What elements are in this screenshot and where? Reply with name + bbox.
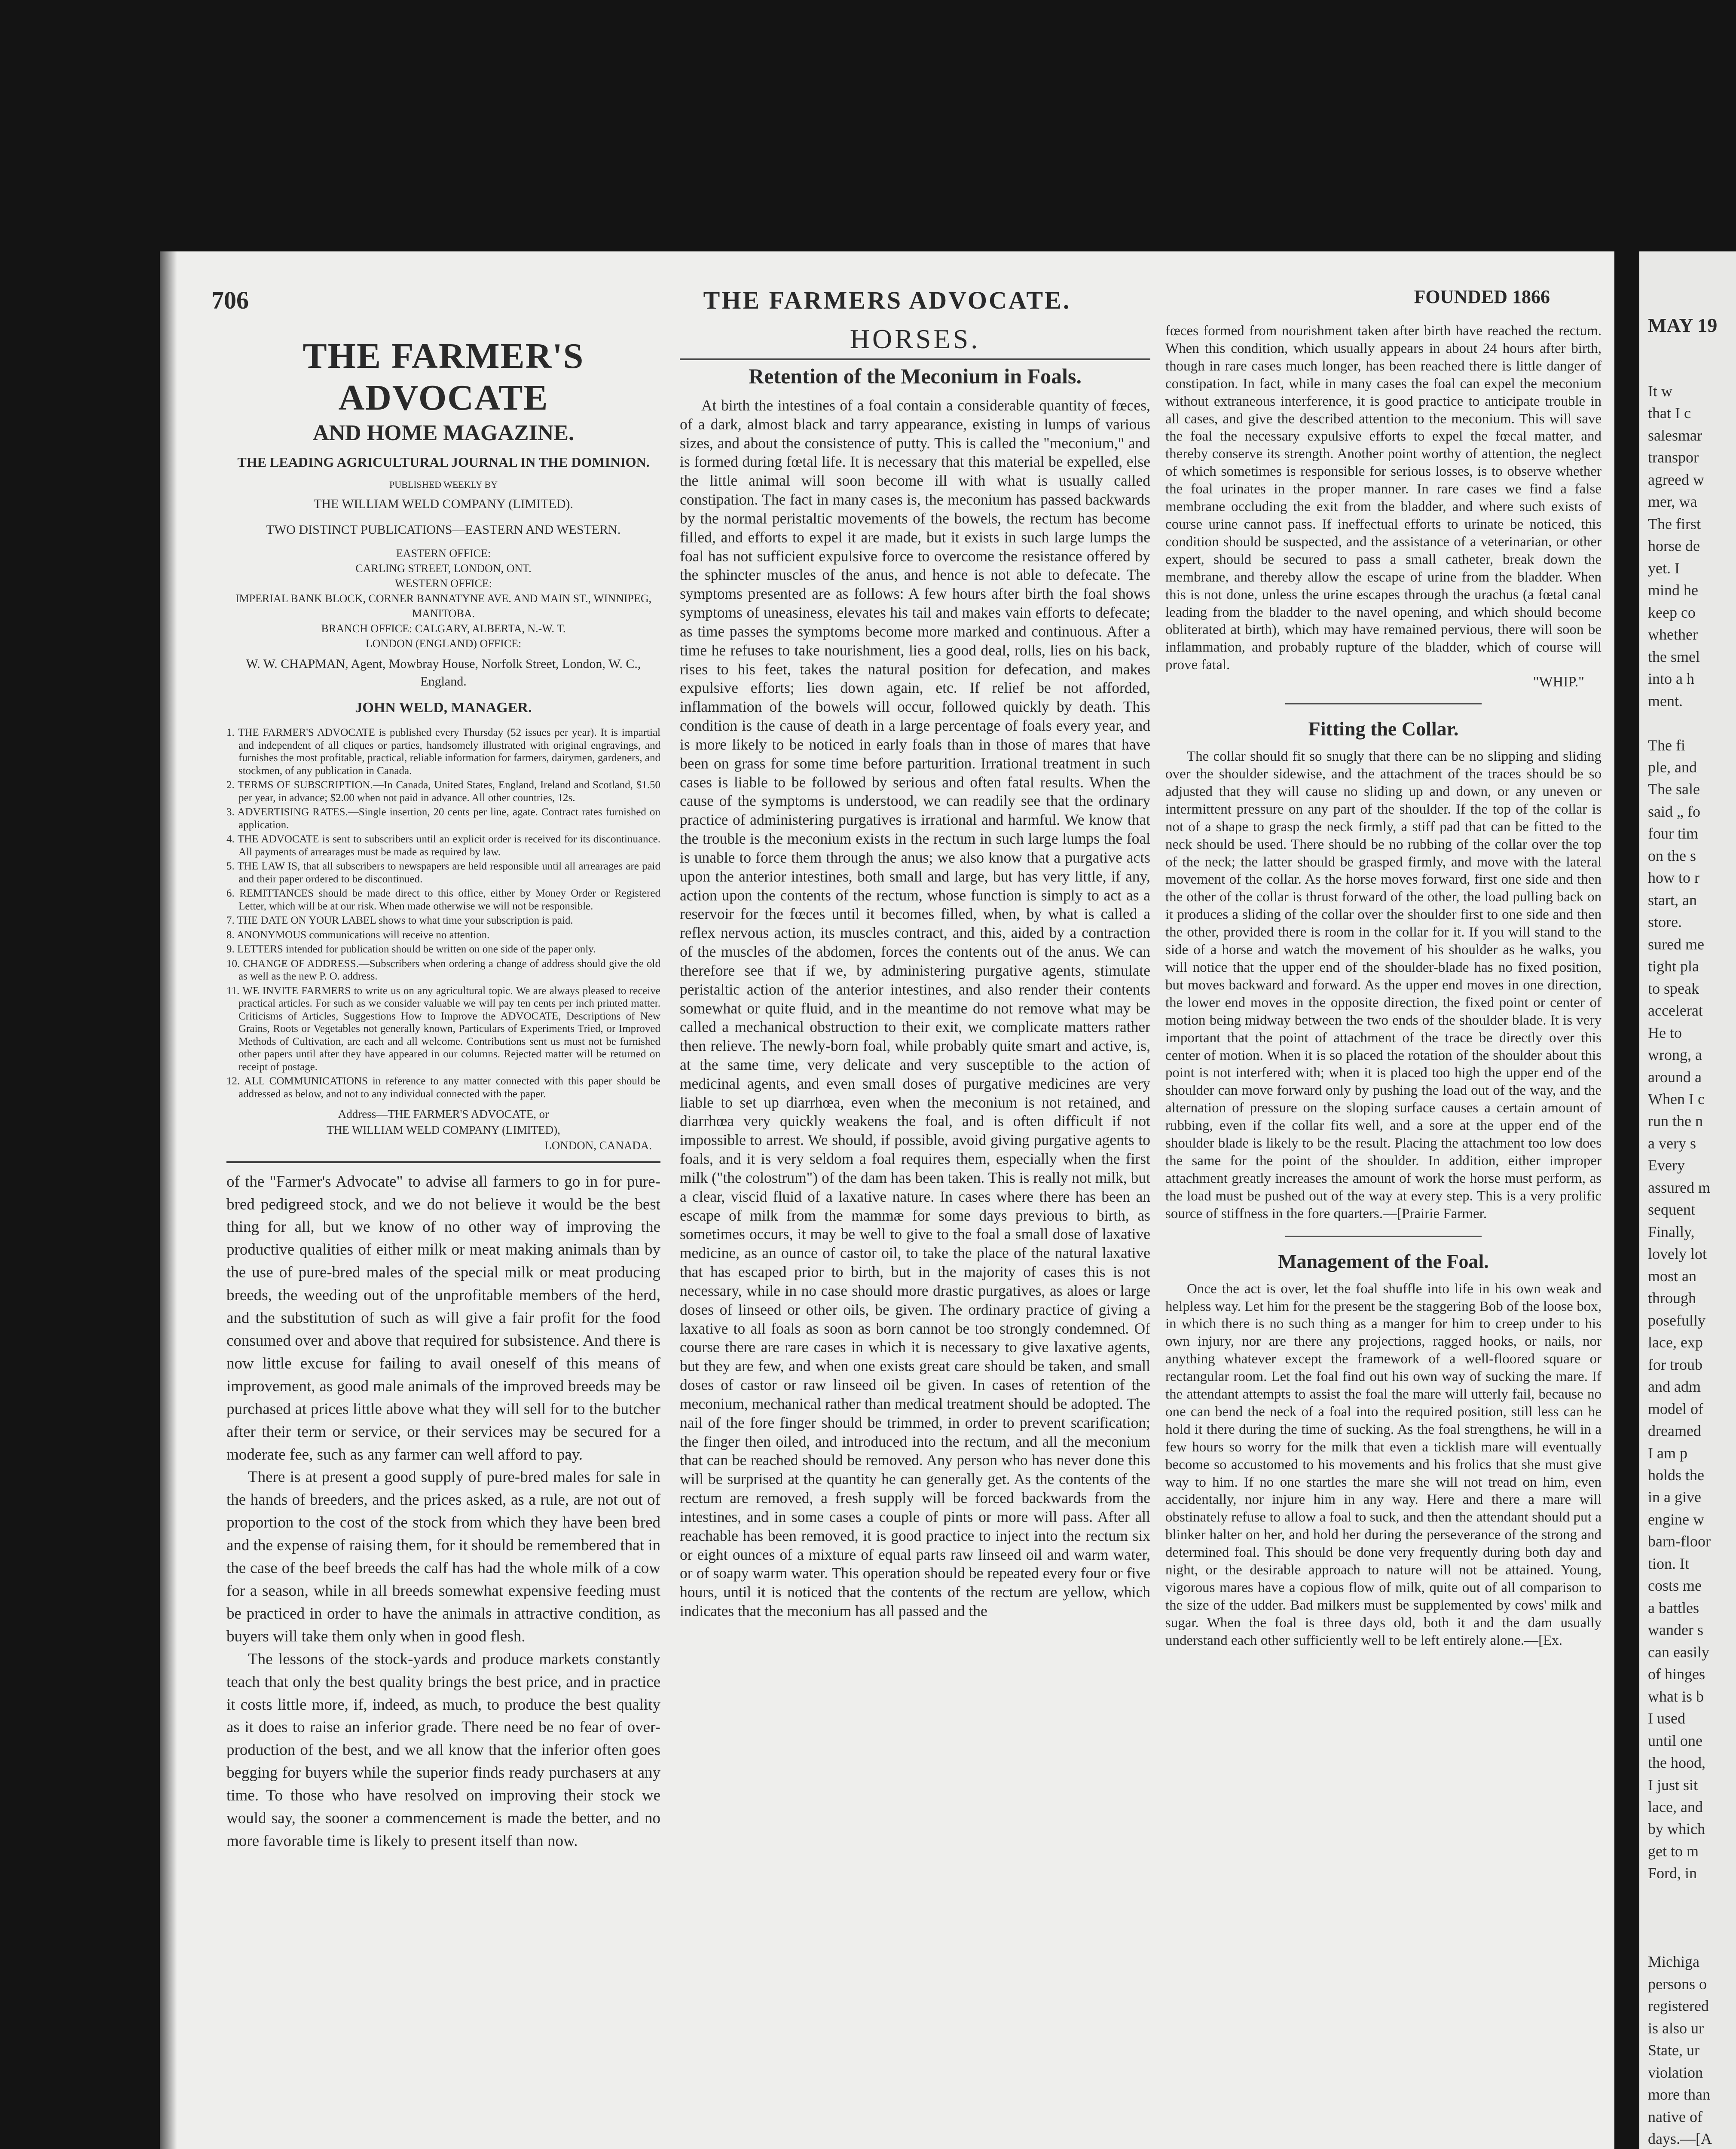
text-fragment: lovely lot [1648,1245,1707,1263]
text-fragment: transpor [1648,449,1699,466]
text-fragment: most an [1648,1267,1696,1285]
article-title: Retention of the Meconium in Foals. [749,364,1082,388]
terms-item: 3. ADVERTISING RATES.—Single insertion, 20 cents per line, agate. Contract rates furnished on application. [226,806,660,831]
text-fragment: keep co [1648,603,1696,621]
text-fragment: tion. It [1648,1555,1689,1572]
text-fragment: can easily [1648,1643,1709,1661]
terms-list [226,726,660,1100]
page-number: 706 [211,286,249,314]
text-fragment: assured m [1648,1179,1710,1196]
paragraph: The lessons of the stock-yards and produce markets constantly teach that only the best quality brings the best price, and in practice it costs little more, if, indeed, as much, to produce the best quality as it does to raise an inferior grade. There need be no fear of over-production of the best, and we all know that the inferior often goes begging for buyers while the superior finds ready purchasers at any time. To those who have resolved on improving their stock we would say, the sooner a commencement is made the better, and no more favorable time is likely to present itself than now. [226,1650,660,1850]
text-fragment: for troub [1648,1356,1702,1373]
text-fragment: through [1648,1289,1696,1307]
terms-item: 10. CHANGE OF ADDRESS.—Subscribers when ordering a change of address should give the old as well as the new P. O. address. [226,958,660,983]
text-fragment: It w [1648,383,1672,400]
terms-item: 11. WE INVITE FARMERS to write us on any agricultural topic. We are always pleased to receive practical articles. For such as we consider valuable we will pay ten cents per inch printed matter. Criticisms of Articles, Suggestions How to Improve the ADVOCATE, Descriptions of New Grains, Roots or Vegetables not generally known, Particulars of Experiments Tried, or Improved Methods of Cultivation, are each and all welcome. Contributions sent us must not be furnished other papers until after they have appeared in our columns. Rejected matter will be returned on receipt of postage. [226,985,660,1073]
terms-item: 12. ALL COMMUNICATIONS in reference to any matter connected with this paper should be addressed as below, and not to any individual connected with the paper. [226,1075,660,1100]
text-fragment: engine w [1648,1510,1704,1528]
text-fragment: until one [1648,1732,1702,1749]
text-fragment: more than [1648,2086,1710,2103]
text-fragment: lace, exp [1648,1334,1703,1351]
text-fragment: He to [1648,1024,1682,1041]
masthead-publications: TWO DISTINCT PUBLICATIONS—EASTERN AND WESTERN. [266,523,621,537]
text-fragment: around a [1648,1068,1702,1086]
text-fragment: I am p [1648,1444,1687,1462]
paragraph: Once the act is over, let the foal shuffle into life in his own weak and helpless way. Let him for the present be the staggering Bob of the loose box, in which there is no such thing as a manger for him to creep under to his own injury, nor are there any projections, ragged hooks, or nails, nor anything whatever except the framework of a well-floored square or rectangular room. Let the foal find out his own way of sucking the mare. If the attendant attempts to assist the foal the mare will utterly fail, because no one can bend the neck of a foal into the required position, still less can he hold it there during the time of sucking. As the foal strengthens, he will in a few hours so worry for the milk that even a ticklish mare will eventually become so accustomed to his movements and his frolics that she must give way to him. If no one startles the mare she will not tread on him, even accidentally, nor injure him in any way. Here and there a mare will obstinately refuse to allow a foal to suck, and then the attendant should put a blinker halter on her, and hold her during the perseverance of the strong and determined foal. This should be done very frequently during both day and night, or the desirable approach to nature will not be attained. Young, vigorous mares have a copious flow of milk, quite out of all comparison to the size of the udder. Bad milkers must be supplemented by cows' milk and sugar. When the foal is three days old, both it and the dam usually understand each other sufficiently well to be left entirely alone.—[Ex. [1165,1281,1602,1648]
text-fragment: get to m [1648,1842,1699,1860]
address-line: LONDON, CANADA. [544,1139,652,1152]
article-body [1165,1280,1602,1650]
text-fragment: posefully [1648,1311,1705,1329]
text-fragment: salesmar [1648,426,1702,444]
text-fragment: the hood, [1648,1754,1705,1772]
text-fragment: violation [1648,2063,1703,2081]
text-fragment: and adm [1648,1378,1701,1396]
terms-item: 6. REMITTANCES should be made direct to this office, either by Money Order or Registered Letter, which will be at our risk. When made otherwise we will not be responsible. [226,888,660,912]
address-line: THE WILLIAM WELD COMPANY (LIMITED), [327,1123,560,1136]
text-fragment: what is b [1648,1687,1704,1705]
text-fragment: registered [1648,1997,1709,2015]
article-body [1165,748,1602,1222]
text-fragment [1639,1907,1713,1929]
western-office: IMPERIAL BANK BLOCK, CORNER BANNATYNE AVE. AND MAIN ST., WINNIPEG, MANITOBA. [235,592,652,620]
text-fragment: yet. I [1648,559,1680,577]
text-fragment: said „ fo [1648,802,1700,820]
text-fragment: mind he [1648,582,1698,599]
london-office-label: LONDON (ENGLAND) OFFICE: [365,637,522,650]
terms-item: 8. ANONYMOUS communications will receive no attention. [226,929,490,941]
terms-item: 9. LETTERS intended for publication should be written on one side of the paper only. [226,943,596,955]
text-fragment: tight pla [1648,958,1699,975]
branch-office: BRANCH OFFICE: CALGARY, ALBERTA, N.-W. T. [321,622,566,635]
western-office-label: WESTERN OFFICE: [394,577,492,590]
column-2 [680,322,1150,1621]
article-title: Fitting the Collar. [1308,718,1459,740]
section-heading: HORSES. [680,323,1150,360]
text-fragment: native of [1648,2108,1702,2125]
newspaper-page [160,251,1614,2149]
text-fragment: State, ur [1648,2042,1699,2059]
adjacent-page-text [1639,380,1713,2149]
text-fragment [1639,712,1713,734]
article-signature: "WHIP." [1533,674,1584,690]
masthead-subtitle: AND HOME MAGAZINE. [312,421,575,445]
text-fragment: a battles [1648,1599,1699,1616]
terms-item: 7. THE DATE ON YOUR LABEL shows to what time your subscription is paid. [226,915,573,927]
eastern-office-label: EASTERN OFFICE: [396,547,491,560]
paragraph: The collar should fit so snugly that there can be no slipping and sliding over the shoulder sidewise, and the attachment of the traces should be so adjusted that they will cause no sliding up and down, or any uneven or intermittent pressure on any part of the shoulder. If the top of the collar is not of a shape to grasp the neck firmly, a stiff pad that can be fitted to the neck should be used. There should be no rubbing of the collar over the top of the neck; the latter should be grasped firmly, and move with the lateral movement of the collar. As the horse moves forward, first one side and then the other of the collar is thrust forward of the other, the load pulling back on it produces a sliding of the collar over the shoulder first to one side and then the other, provided there is room in the collar for it. If you will stand to the side of a horse and watch the movement of his shoulder as he walks, you will notice that the upper end of the shoulder-blade has no fixed position, but moves backward and forward. As the upper end moves in one direction, the lower end moves in the opposite direction, the fixed point or center of motion being midway between the two ends of the shoulder blade. It is very important that the point of attachment of the trace be directly over this center of motion. When it is so placed the rotation of the shoulder about this point is not interfered with; when it is placed too high the upper end of the shoulder can move forward only by pushing the load out of the way, and the alternation of pressure on the sloping surface causes a certain amount of rubbing, even if the collar fits well, and a sore at the upper end of the shoulder blade is likely to be the result. Placing the attachment too low does the same for the point of the shoulder. In addition, either improper attachment greatly increases the amount of work the horse must perform, as the load must be pushed out of the way at every step. This is a very prolific source of stiffness in the fore quarters.—[Prairie Farmer. [1165,749,1602,1221]
terms-item: 2. TERMS OF SUBSCRIPTION.—In Canada, United States, England, Ireland and Scotland, $1.50 per year, in advance; $2.00 when not paid in advance. All other countries, 12s. [226,779,660,804]
london-office: W. W. CHAPMAN, Agent, Mowbray House, Norfolk Street, London, W. C., England. [246,657,641,689]
text-fragment: in a give [1648,1488,1701,1506]
paragraph: fœces formed from nourishment taken after birth have reached the rectum. When this condition, which usually appears in about 24 hours after birth, though in rare cases much longer, has been reached there is little danger of constipation. In fact, while in many cases the foal can expel the meconium without extraneous interference, it is good practice to anticipate trouble in all cases, and give the described attention to the meconium. This will save the foal the necessary expulsive efforts to expel the fœcal matter, and thereby conserve its strength. Another point worthy of attention, the neglect of which sometimes is responsible for serious losses, is to observe whether the foal urinates in the proper manner. In rare cases we find a false membrane occluding the exit from the bladder, and where such exists of course urine cannot pass. If ineffectual efforts to urinate be noticed, this condition should be suspected, and the assistance of a veterinarian, or other expert, should be secured to pass a small catheter, break down the membrane, and thereby allow the escape of urine from the bladder. When this is not done, unless the urine escapes through the urachus (a fœtal canal leading from the bladder to the navel opening, and which should become obliterated at birth), which may have remained pervious, there will soon be inflammation, and probably rupture of the bladder, which of course will prove fatal. [1165,323,1602,673]
masthead-manager: JOHN WELD, MANAGER. [355,700,532,716]
newspaper-title: THE FARMERS ADVOCATE. [703,286,1071,314]
article-title: Management of the Foal. [1278,1250,1489,1272]
text-fragment: is also ur [1648,2019,1704,2037]
text-fragment: ple, and [1648,758,1697,776]
text-fragment: ment. [1648,692,1683,710]
address-line: Address—THE FARMER'S ADVOCATE, or [338,1108,549,1121]
running-head [160,286,1614,316]
text-fragment: wander s [1648,1621,1703,1639]
text-fragment: run the n [1648,1112,1703,1130]
text-fragment: costs me [1648,1577,1702,1595]
column-1 [226,322,660,1853]
text-fragment: by which [1648,1820,1705,1838]
text-fragment: The fi [1648,736,1685,754]
contact-address [226,1106,660,1153]
article-divider [1285,1236,1482,1237]
article-divider [1285,703,1482,704]
text-fragment: holds the [1648,1466,1704,1484]
masthead-tagline: THE LEADING AGRICULTURAL JOURNAL IN THE DOMINION. [237,454,650,470]
masthead-published: PUBLISHED WEEKLY BY [389,479,498,490]
article-body [680,396,1150,1621]
text-fragment: wrong, a [1648,1046,1702,1064]
text-fragment: store. [1648,913,1682,931]
text-fragment: four tim [1648,825,1698,842]
paragraph: of the "Farmer's Advocate" to advise all farmers to go in for pure-bred pedigreed stock, and we do not believe it would be the best thing for all, but we know of no other way of improving the productive qualities of either milk or meat making animals than by the use of pure-bred males of the special milk or meat producing breeds, the weeding out of the unprofitable members of the herd, and the substitution of such as will give a fair profit for the food consumed over and above that required for subsistence. And there is now little excuse for failing to avail oneself of this means of improvement, as good male animals of the improved breeds may be purchased at prices little above what they will sell for to the butcher after their term or service, or their services may be secured for a moderate fee, such as any farmer can well afford to pay. [226,1172,660,1463]
column-3 [1165,322,1602,1650]
text-fragment: When I c [1648,1090,1705,1108]
text-fragment: a very s [1648,1134,1696,1152]
text-fragment: sequent [1648,1201,1695,1218]
text-fragment: The sale [1648,781,1700,798]
text-fragment: Finally, [1648,1223,1695,1240]
terms-item: 5. THE LAW IS, that all subscribers to newspapers are held responsible until all arrearages are paid and their paper ordered to be discontinued. [226,860,660,885]
text-fragment: model of [1648,1400,1703,1417]
text-fragment: lace, and [1648,1798,1703,1815]
text-fragment: that I c [1648,404,1691,422]
text-fragment [1639,1885,1713,1907]
text-fragment: accelerat [1648,1002,1703,1019]
text-fragment: mer, wa [1648,493,1697,511]
text-fragment: I just sit [1648,1776,1698,1794]
text-fragment: into a h [1648,670,1694,688]
terms-item: 1. THE FARMER'S ADVOCATE is published every Thursday (52 issues per year). It is impartial and independent of all cliques or parties, handsomely illustrated with original engravings, and furnishes the most profitable, practical, reliable information for farmers, dairymen, gardeners, and stockmen, of any publication in Canada. [226,727,660,777]
text-fragment: dreamed [1648,1422,1701,1440]
masthead-publisher: THE WILLIAM WELD COMPANY (LIMITED). [313,496,574,511]
text-fragment: I used [1648,1710,1685,1727]
text-fragment: barn-floor [1648,1533,1711,1550]
text-fragment: whether [1648,626,1698,643]
text-fragment: The first [1648,515,1701,533]
paragraph: At birth the intestines of a foal contain a considerable quantity of fœces, of a dark, almost black and tarry appearance, existing in lumps of various sizes, and about the consistence of putty. This is called the "meconium," and is formed during fœtal life. It is necessary that this material be expelled, else the little animal will soon become ill with what is usually called constipation. The fact in many cases is, the meconium has passed backwards by the normal peristaltic movements of the bowels, the rectum has become filled, and efforts to expel it are made, but it exists in such large lumps the foal has not sufficient expulsive force to overcome the resistance offered by the sphincter muscles of the anus, and hence is not able to defecate. The symptoms presented are as follows: A few hours after birth the foal shows symptoms of uneasiness, elevates his tail and makes vain efforts to defecate; as time passes the symptoms become more marked and continuous. After a time he refuses to take nourishment, lies a good deal, rolls, lies on his back, rises to his feet, takes the natural position for defecation, and makes expulsive efforts; lies down again, etc. If relief be not afforded, inflammation of the bowels will occur, followed quickly by death. This condition is the cause of death in a large percentage of foals every year, and is more likely to be noticed in early foals than in those of mares that have been on grass for some time before parturition. Irrational treatment in such cases is liable to be followed by serious and often fatal results. When the cause of the symptoms is understood, we can readily see that the ordinary practice of administering purgatives is irrational and harmful. We know that the trouble is the meconium exists in the rectum in such large lumps the foal is unable to force them through the anus; we also know that a purgative acts upon the anterior intestines, both small and large, but has very little, if any, action upon the contents of the rectum, whose function is simply to act as a reservoir for the fœces until it becomes filled, when, by what is called a reflex nervous action, its muscles contract, and this, aided by a contraction of the muscles of the abdomen, forces the contents out of the anus. We can therefore see that if we, by administering purgative agents, stimulate peristaltic action of the anterior intestines, and also render their contents somewhat or quite fluid, and in the meantime do not remove what may be called a mechanical obstruction to their exit, we complicate matters rather then relieve. The newly-born foal, while probably quite smart and active, is, at the same time, very delicate and very susceptible to the action of medicinal agents, and even small doses of purgative medicines are very liable to set up diarrhœa, even when the meconium is not retained, and diarrhœa very quickly weakens the foal, and is often difficult if not impossible to arrest. We should, if possible, avoid giving purgative agents to foals, and it is very seldom a foal requires them, especially when the first milk ("the colostrum") of the dam has been taken. This is really not milk, but a clear, viscid fluid of a laxative nature. In cases where there has been an escape of milk from the mammæ for some days previous to birth, as sometimes occurs, it may be well to give to the foal a small dose of laxative medicine, as an ounce of castor oil, to take the place of the natural laxative that has escaped prior to birth, but in the majority of cases this is not necessary, while in no case should more drastic purgatives, as aloes or large doses of linseed or other oils, be given. The ordinary practice of giving a laxative to all foals as soon as born cannot be too strongly condemned. Of course there are rare cases in which it is necessary to give laxative agents, but they are few, and when one exists great care should be taken, and small doses of castor or raw linseed oil be given. In cases of retention of the meconium, mechanical rather than medical treatment should be adopted. The nail of the fore finger should be trimmed, in order to prevent scarification; the finger then oiled, and introduced into the rectum, and all the meconium that can be reached should be removed. Any person who has never done this will be surprised at the quantity he can generally get. As the contents of the rectum are removed, a fresh supply will be forced backwards from the intestines, and in some cases a couple of pints or more will pass. After all reachable has been removed, it is good practice to inject into the rectum six or eight ounces of a mixture of equal parts raw linseed oil and warm water, or of soapy warm water. This operation should be repeated every four or five hours, until it is noticed that the contents of the rectum are yellow, which indicates that the meconium has all passed and the [680,397,1150,1619]
text-fragment: start, an [1648,891,1697,909]
text-fragment: Ford, in [1648,1864,1697,1882]
adjacent-page [1639,251,1736,2149]
text-fragment: Michiga [1648,1953,1699,1971]
eastern-office: CARLING STREET, LONDON, ONT. [355,562,532,575]
terms-item: 4. THE ADVOCATE is sent to subscribers until an explicit order is received for its discontinuance. All payments of arrearages must be made as required by law. [226,833,660,858]
adjacent-page-heading: MAY 19 [1648,314,1718,336]
masthead-title: THE FARMER'S ADVOCATE [303,336,584,418]
text-fragment: the smel [1648,648,1700,665]
text-fragment: sured me [1648,935,1704,953]
text-fragment: persons o [1648,1975,1707,1993]
text-fragment: days.—[A [1648,2130,1712,2148]
editorial-text [226,1171,660,1853]
text-fragment: of hinges [1648,1665,1705,1683]
paragraph: There is at present a good supply of pure-bred males for sale in the hands of breeders, and the prices asked, as a rule, are not out of proportion to the cost of the stock from which they have been bred and the expense of raising them, for it should be remembered that in the case of the beef breeds the calf has had the whole milk of a cow for a season, while in all breeds somewhat expensive feeding must be practiced in order to have the animals in attractive condition, as buyers will take them only when in good flesh. [226,1468,660,1645]
text-fragment: horse de [1648,537,1700,555]
text-fragment: agreed w [1648,471,1704,488]
text-fragment: on the s [1648,847,1696,864]
article-body [1165,322,1602,674]
founded-date: FOUNDED 1866 [1414,286,1550,307]
text-fragment: Every [1648,1157,1685,1174]
column-divider [226,1161,660,1163]
text-fragment [1639,1929,1713,1951]
text-fragment: how to r [1648,869,1699,887]
text-fragment: to speak [1648,980,1699,997]
